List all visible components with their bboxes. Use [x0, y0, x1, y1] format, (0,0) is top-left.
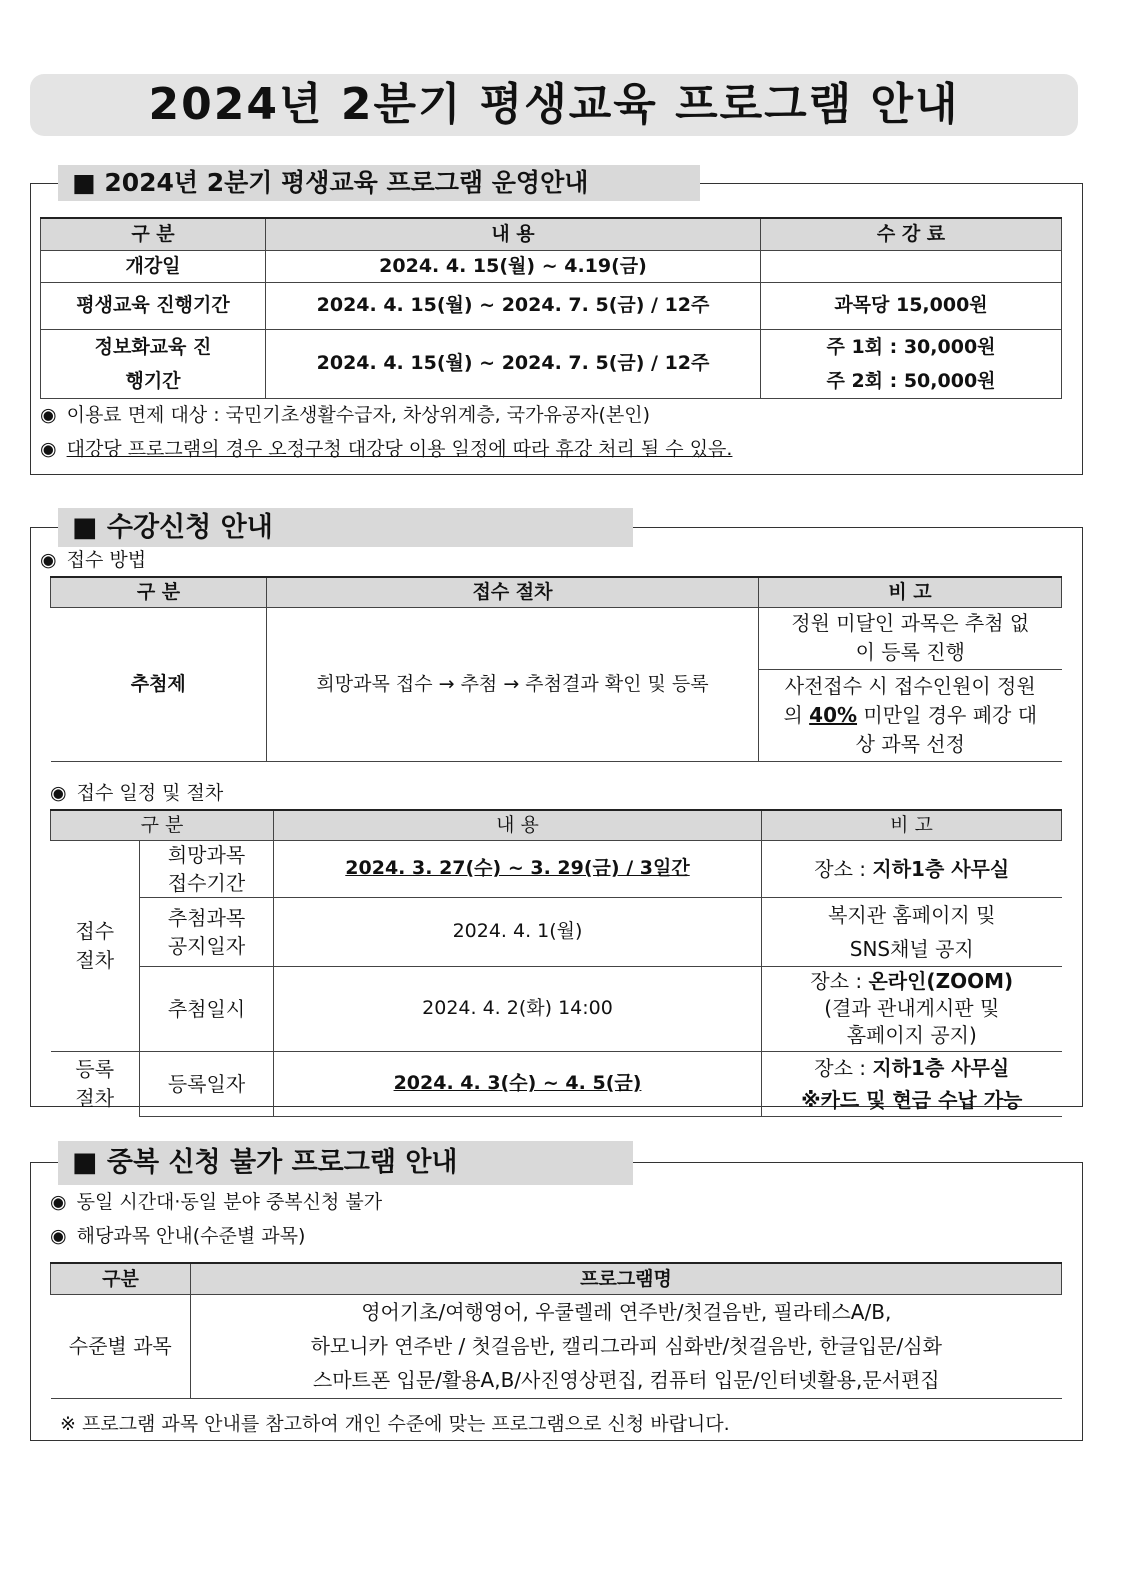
method-remark-1 [759, 607, 1062, 669]
method-label-text: 접수 방법 [66, 549, 147, 571]
remark-line: (결과 관내게시판 및 [824, 996, 1000, 1020]
remark-part: 장소 : [814, 856, 873, 881]
header-category: 구 분 [41, 218, 266, 250]
section-border-right [700, 183, 1083, 184]
header-category: 구 분 [51, 577, 267, 607]
row-fee [761, 329, 1062, 398]
step-content: 2024. 4. 2(화) 14:00 [274, 966, 762, 1051]
section-border-right [633, 527, 1083, 528]
step-label: 추첨일시 [140, 966, 274, 1051]
bullet-icon: ◉ [50, 782, 67, 804]
remark-line [762, 968, 1062, 995]
schedule-label-text: 접수 일정 및 절차 [76, 782, 224, 804]
section-border-right [633, 1162, 1083, 1163]
method-procedure: 희망과목 접수 → 추첨 → 추첨결과 확인 및 등록 [267, 607, 759, 761]
note-text: 대강당 프로그램의 경우 오정구청 대강당 이용 일정에 따라 휴강 처리 될 수 있음. [66, 438, 733, 460]
remark-line: SNS채널 공지 [849, 936, 974, 961]
schedule-table [50, 809, 1062, 1117]
step-content: 2024. 4. 1(월) [274, 897, 762, 966]
group-registration [51, 1051, 140, 1116]
step-remark [762, 897, 1062, 966]
operation-table [40, 217, 1062, 399]
bullet-icon: ◉ [50, 1191, 67, 1213]
table-row [51, 966, 1062, 1051]
step-remark [762, 840, 1062, 897]
header-category: 구 분 [51, 810, 274, 840]
note-level-courses [50, 1221, 305, 1248]
note-text: 동일 시간대·동일 분야 중복신청 불가 [76, 1191, 383, 1213]
note-fee-exemption [40, 400, 650, 427]
method-remark-2 [759, 669, 1062, 761]
header-fee: 수 강 료 [761, 218, 1062, 250]
group-text: 등록 절차 [75, 1056, 115, 1110]
fee-weekly-2: 주 2회 : 50,000원 [826, 369, 996, 392]
group-text: 접수 절차 [75, 918, 115, 972]
remark-bold: 온라인(ZOOM) [868, 969, 1014, 993]
remark-part: 장소 : [814, 1055, 873, 1080]
group-application [51, 840, 140, 1051]
step-remark [762, 1051, 1062, 1116]
step-remark [762, 966, 1062, 1051]
table-row [51, 607, 1062, 669]
row-content: 2024. 4. 15(월) ~ 2024. 7. 5(금) / 12주 [266, 282, 761, 329]
section-border-left [30, 1162, 58, 1163]
note-auditorium [40, 434, 732, 461]
row-label: 개강일 [41, 250, 266, 282]
remark-part: 미만일 경우 폐강 대상 과목 선정 [855, 702, 1038, 756]
row-content: 2024. 4. 15(월) ~ 4.19(금) [266, 250, 761, 282]
table-row [51, 1051, 1062, 1116]
remark-bold: 지하1층 사무실 [872, 1055, 1010, 1080]
remark-line: 홈페이지 공지) [846, 1023, 977, 1047]
schedule-label [50, 778, 223, 805]
header-remark: 비 고 [759, 577, 1062, 607]
note-text: 해당과목 안내(수준별 과목) [76, 1225, 306, 1247]
row-label [41, 329, 266, 398]
program-list [191, 1294, 1062, 1398]
remark-line: 복지관 홈페이지 및 [828, 902, 996, 927]
step-label [140, 840, 274, 897]
row-content: 2024. 4. 15(월) ~ 2024. 7. 5(금) / 12주 [266, 329, 761, 398]
section-border-left [30, 183, 58, 184]
note-no-duplicate [50, 1187, 382, 1214]
remark-percent: 40% [809, 702, 858, 727]
remark-bold: 지하1층 사무실 [872, 856, 1010, 881]
step-label [140, 897, 274, 966]
remark-line: ※카드 및 현금 수납 가능 [801, 1087, 1023, 1112]
bullet-icon: ◉ [40, 404, 57, 426]
program-line: 스마트폰 입문/활용A,B/사진영상편집, 컴퓨터 입문/인터넷활용,문서편집 [312, 1368, 940, 1392]
remark-part: 사전접수 시 접수인원이 정원의 [783, 673, 1036, 727]
row-label-text: 정보화교육 진행기간 [94, 335, 212, 392]
program-line: 영어기초/여행영어, 우쿨렐레 연주반/첫걸음반, 필라테스A/B, [361, 1300, 892, 1324]
header-content: 내 용 [266, 218, 761, 250]
method-label-lottery: 추첨제 [51, 607, 267, 761]
step-label: 등록일자 [140, 1051, 274, 1116]
section-duplicate-heading: ■ 중복 신청 불가 프로그램 안내 [58, 1141, 633, 1185]
header-content: 내 용 [274, 810, 762, 840]
remark-text [775, 672, 1045, 759]
step-text: 추첨과목 공지일자 [167, 905, 246, 958]
remark-text: 정원 미달인 과목은 추첨 없이 등록 진행 [791, 611, 1030, 664]
method-table [50, 576, 1062, 762]
bullet-icon: ◉ [50, 1225, 67, 1247]
table-row [51, 897, 1062, 966]
section-operation-heading: ■ 2024년 2분기 평생교육 프로그램 운영안내 [58, 165, 700, 201]
step-content: 2024. 3. 27(수) ~ 3. 29(금) / 3일간 [274, 840, 762, 897]
header-remark: 비 고 [762, 810, 1062, 840]
row-label: 평생교육 진행기간 [41, 282, 266, 329]
remark-part: 장소 : [810, 969, 869, 993]
table-row [41, 329, 1062, 398]
header-procedure: 접수 절차 [267, 577, 759, 607]
table-row [41, 250, 1062, 282]
header-program: 프로그램명 [191, 1263, 1062, 1294]
bullet-icon: ◉ [40, 549, 57, 571]
program-line: 하모니카 연주반 / 첫걸음반, 캘리그라피 심화반/첫걸음반, 한글입문/심화 [310, 1334, 942, 1358]
fee-weekly-1: 주 1회 : 30,000원 [826, 335, 996, 358]
program-table [50, 1262, 1062, 1399]
section-registration-heading: ■ 수강신청 안내 [58, 508, 633, 547]
remark-line [762, 1052, 1062, 1084]
footer-note: ※ 프로그램 과목 안내를 참고하여 개인 수준에 맞는 프로그램으로 신청 바랍니다. [60, 1413, 730, 1435]
note-text: 이용료 면제 대상 : 국민기초생활수급자, 차상위계층, 국가유공자(본인) [66, 404, 651, 426]
row-fee: 과목당 15,000원 [761, 282, 1062, 329]
table-row [51, 1294, 1062, 1398]
program-row-label: 수준별 과목 [51, 1294, 191, 1398]
row-fee [761, 250, 1062, 282]
method-label [40, 545, 146, 572]
bullet-icon: ◉ [40, 438, 57, 460]
step-content: 2024. 4. 3(수) ~ 4. 5(금) [274, 1051, 762, 1116]
table-row [41, 282, 1062, 329]
header-category: 구분 [51, 1263, 191, 1294]
page-title: 2024년 2분기 평생교육 프로그램 안내 [30, 74, 1078, 136]
step-text: 희망과목 접수기간 [167, 842, 246, 895]
table-row [51, 840, 1062, 897]
section-border-left [30, 527, 58, 528]
